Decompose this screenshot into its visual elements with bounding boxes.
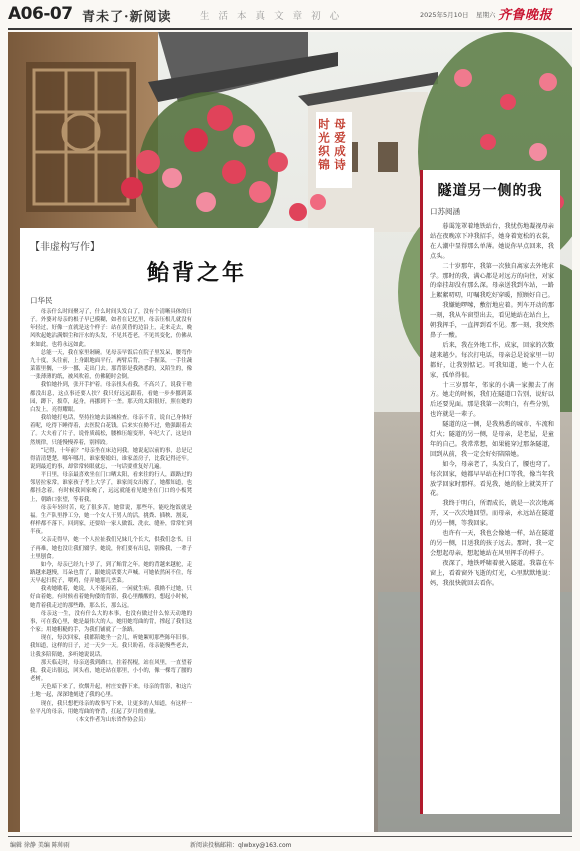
paragraph: 二十岁那年，我第一次独自离家去外地求学。那时的我，满心都是对远方的向往，对家的牵挂却没有那么深。母亲送我到车站，一路上絮絮叨叨，叮嘱我吃好穿暖，照顾好自己。 xyxy=(430,262,554,300)
article-author: 口华民 xyxy=(30,296,53,305)
paragraph: 隧道的这一侧，是我熟悉的城市、车流和灯火；隧道的另一侧，是母亲，是老屋，是童年的自己。我常常想，如果能穿过那条隧道，回到从前，我一定会好好陪陪她。 xyxy=(430,421,554,458)
article-right xyxy=(420,170,560,814)
paragraph: 那天临走时，母亲送我到路口，拄着拐棍，站在风里，一直望着我。我走出很远，回头看，她还站在那里，小小的，像一棵弯了腰的老树。 xyxy=(30,659,192,683)
paragraph: 后来，我在外地工作，成家，回家的次数越来越少。每次打电话，母亲总是说家里一切都好，让我别惦记。可我知道，她一个人在家，孤单得很。 xyxy=(430,341,554,379)
page-number: A06-07 xyxy=(8,4,73,24)
paragraph: 如今，母亲老了，头发白了，腰也弯了。每次回家，她都早早站在村口等我，像当年我放学回家时那样。看见我，她的脸上就笑开了花。 xyxy=(430,460,554,498)
paragraph: 夜深了，地铁呼啸着驶入隧道。我靠在车窗上，看着窗外飞逝的灯光，心里默默地说：妈，我很快就回去看你。 xyxy=(430,559,554,587)
newspaper-logo: 齐鲁晚报 xyxy=(498,8,553,23)
masthead xyxy=(0,0,580,28)
paragraph: 平日里，母亲最喜欢坐在门口晒太阳，看来往的行人，跟路过的邻居拉家常。谁家孩子考上大学了，谁家闺女出嫁了，她都知道，也都挂念着。有时候我回家晚了，远远就能看见她坐在门口的小板凳上，朝路口张望，等着我。 xyxy=(30,472,192,503)
column-label: 【非虚构写作】 xyxy=(30,242,100,253)
section-slogan: 生 活 本 真 文 章 初 心 xyxy=(200,11,343,22)
vertical-tag-line-2: 时光织锦 xyxy=(317,118,331,172)
paragraph: 母亲年轻时苦，吃了很多苦。她常说，那些年，能吃饱饭就是福。生产队里挣工分，她一个女人干男人的活，挑粪、插秧、割麦，样样都不落下。回到家，还要给一家人做饭、洗衣、缝补，常常忙到半夜。 xyxy=(30,504,192,536)
article-body xyxy=(30,308,364,822)
author-note: （本文作者为山东省作协会员） xyxy=(73,716,149,723)
footer-rule xyxy=(8,836,572,837)
footer-submission-email: 新阅读投稿邮箱：qlwbxy@163.com xyxy=(190,842,292,849)
paragraph: 我嫌她啰嗦，敷衍地应着。列车开动的那一刻，我从车窗望出去，看见她站在站台上，朝我挥手，一直挥到看不见。那一刻，我突然鼻子一酸。 xyxy=(430,302,554,339)
vertical-feature-tag xyxy=(316,112,352,188)
paragraph: 母亲什么时间聚习了，什么时间头发白了，没有个清晰具体的日子。外婆对母亲的根子早已模糊，如者在记忆里，母亲压根儿就没有年轻过，好像一直就是这个样子：站在黄昏的边沿上，走来走去，晚风吹起她沾满烟尘和汗水的头发，不见其苍老，不见其变化，仿佛从来如此，也将永远如此。 xyxy=(30,309,192,348)
article-title: 鲐背之年 xyxy=(146,260,247,286)
paragraph: 暮霭笼罩着地铁站台，我忧伤地凝视母亲站在夜晚凉下冲我招手，她身着宽松的衣裳，在人潮中显得那么单薄。她说你早点回来，我点头。 xyxy=(430,223,554,260)
paragraph: 我给她打电话，坚持拉她去县城检查。母亲不肯，说自己身体好着呢，吃得下睡得着，去医院白花钱。后来实在拗不过，勉强跟着去了。大夫看了片子，说骨质疏松，腰椎压缩变形，年纪大了，这是自然规律，只能慢慢养着，别摔跤。 xyxy=(30,415,192,446)
paragraph: 母亲这一生，没有什么大的本事，也没有做过什么惊天动地的事，可在我心里，她是最伟大的人。她用她弯曲的背，撑起了我们这个家；用她粗糙的手，为我们铺就了一条路。 xyxy=(30,610,192,634)
page-footer xyxy=(0,836,580,851)
article-author: 口苏阅涵 xyxy=(430,207,460,216)
accent-rule xyxy=(420,170,423,814)
paragraph: 天色暗下来了，炊烟升起，村庄安静下来。母亲的背影，和这片土地一起，深深地刻进了我的心里。 xyxy=(30,684,192,699)
masthead-rule xyxy=(8,28,572,30)
paragraph: 如今，母亲已经九十岁了，到了鲐背之年。她的背越来越驼，走路越来越慢，耳朵也背了，跟她说话要大声喊。可她依然闲不住，每天早起扫院子，喂鸡，侍弄她那几垄菜。 xyxy=(30,561,192,585)
footer-editors: 编辑 徐静 美编 陈帅雨 xyxy=(10,842,70,849)
publication-weekday: 星期六 xyxy=(476,11,496,19)
paragraph: 现在，每次回家，我都陪她坐一会儿，听她絮叨那些陈年旧事。我知道，这样的日子，过一天少一天。我只盼着，母亲能慢些老去，让我多陪陪她，多听她说说话。 xyxy=(30,635,192,658)
vertical-tag-line-1: 母爱成诗 xyxy=(333,118,347,172)
paragraph: 也许有一天，我也会像她一样，站在隧道的另一侧，目送我的孩子远去。那时，我一定会想起母亲，想起她站在风里挥手的样子。 xyxy=(430,530,554,557)
paragraph: 我终于明白，所谓成长，就是一次次地离开，又一次次地回望。而母亲，永远站在隧道的另一侧，等我回家。 xyxy=(430,500,554,528)
paragraph: 父亲走得早，她一个人拉扯我们兄妹几个长大，供我们念书。日子再难，她也没让我们辍学。她说，你们要有出息，别像我，一辈子土里刨食。 xyxy=(30,537,192,560)
paragraph: “记得，十年前？”母亲坐在床边问我。她说起以前的事，总是记得清清楚楚，哪年哪月，谁家娶媳妇，谁家盖房子，比我记得还牢。说到最近的事，却常常转眼就忘，一句话要重复好几遍。 xyxy=(30,447,192,470)
paragraph: 我劝她歇着，她说，人不能闲着，一闲就生病。我拗不过她，只好由着她。有时候看着她佝偻的背影，我心里酸酸的，想起小时候，她背着我走过的那些路，那么长，那么远。 xyxy=(30,586,192,609)
article-body xyxy=(430,222,554,806)
paragraph: 十三岁那年，邻家的小满一家搬去了南方。她走的时候，我们在隧道口告别，说好以后还要见面。那是我第一次明白，有些分别，也许就是一辈子。 xyxy=(430,381,554,419)
paragraph: 我怕她扑到，张开手护着。母亲扭头看我，不高兴了，说我干啥都没出息，这点事还要人扶？我只好远远跟着，看她一步步挪到菜园，蹲下，拔草，起身，再挪到下一垄。那天的太阳很好，照在她的白发上，亮得耀眼。 xyxy=(30,382,192,413)
article-title: 隧道另一侧的我 xyxy=(437,183,543,199)
paragraph: 总能一天，我在家里剁碗。见母亲早饭后在院子里发呆，腰弯作九十度，头往前，上身跟地面平行，两臂后背，一手握菜，一手往蔬菜篮里搁，一步一挪，走出门去。那背影是我熟悉的，又陌生的，像一张薄薄的纸，被风吹着，仿佛随时会倒。 xyxy=(30,349,192,381)
section-title: 青未了·新阅读 xyxy=(82,10,172,25)
publication-date: 2025年5月10日 xyxy=(420,11,469,19)
article-left xyxy=(20,228,374,832)
paragraph: 现在，我只想把母亲的故事写下来，让更多的人知道，有这样一位平凡的母亲，用她弯曲的脊背，扛起了岁月的重量。 xyxy=(30,700,192,715)
